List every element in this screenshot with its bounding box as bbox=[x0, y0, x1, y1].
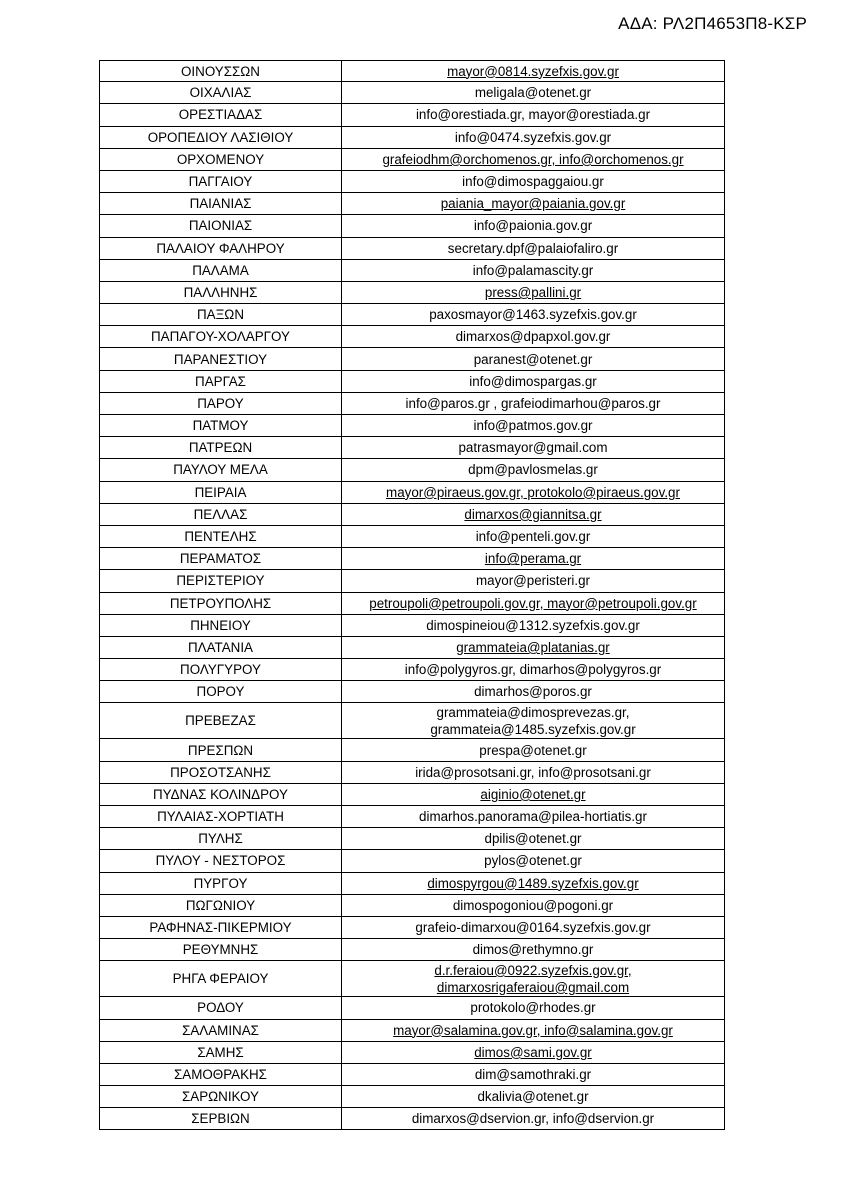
municipality-name: ΟΙΧΑΛΙΑΣ bbox=[99, 82, 342, 104]
email-cell bbox=[342, 127, 725, 149]
email-address: info@penteli.gov.gr bbox=[475, 529, 591, 545]
municipality-name: ΠΑΛΑΜΑ bbox=[99, 260, 342, 282]
email-cell bbox=[342, 917, 725, 939]
email-address: grafeio-dimarxou@0164.syzefxis.gov.gr bbox=[415, 920, 651, 936]
table-row bbox=[99, 997, 725, 1019]
email-address: paxosmayor@1463.syzefxis.gov.gr bbox=[429, 307, 637, 323]
email-cell bbox=[342, 482, 725, 504]
municipality-name: ΟΡΟΠΕΔΙΟΥ ΛΑΣΙΘΙΟΥ bbox=[99, 127, 342, 149]
table-row bbox=[99, 127, 725, 149]
email-cell bbox=[342, 703, 725, 739]
municipality-name: ΠΑΙΟΝΙΑΣ bbox=[99, 215, 342, 237]
email-cell bbox=[342, 961, 725, 997]
email-address[interactable]: info@perama.gr bbox=[484, 551, 582, 567]
email-address: info@orestiada.gr, mayor@orestiada.gr bbox=[415, 107, 651, 123]
email-cell bbox=[342, 304, 725, 326]
table-row bbox=[99, 895, 725, 917]
email-cell bbox=[342, 82, 725, 104]
municipality-name: ΠΗΝΕΙΟΥ bbox=[99, 615, 342, 637]
municipality-name: ΟΡΧΟΜΕΝΟΥ bbox=[99, 149, 342, 171]
email-address: info@dimospargas.gr bbox=[469, 373, 597, 389]
table-row bbox=[99, 304, 725, 326]
email-address: info@paros.gr , grafeiodimarhou@paros.gr bbox=[405, 395, 661, 411]
table-row bbox=[99, 762, 725, 784]
email-address[interactable]: grammateia@platanias.gr bbox=[456, 639, 610, 655]
email-cell bbox=[342, 1064, 725, 1086]
table-row bbox=[99, 193, 725, 215]
table-row bbox=[99, 171, 725, 193]
municipality-name: ΠΑΡΑΝΕΣΤΙΟΥ bbox=[99, 348, 342, 370]
municipality-name: ΠΡΟΣΟΤΣΑΝΗΣ bbox=[99, 762, 342, 784]
email-address: dpm@pavlosmelas.gr bbox=[468, 462, 598, 478]
email-cell bbox=[342, 526, 725, 548]
table-row bbox=[99, 238, 725, 260]
table-row bbox=[99, 60, 725, 82]
table-row bbox=[99, 570, 725, 592]
municipality-name: ΠΕΛΛΑΣ bbox=[99, 504, 342, 526]
municipality-name: ΠΑΥΛΟΥ ΜΕΛΑ bbox=[99, 459, 342, 481]
email-address[interactable]: press@pallini.gr bbox=[484, 284, 582, 300]
municipality-name: ΠΑΤΜΟΥ bbox=[99, 415, 342, 437]
email-cell bbox=[342, 104, 725, 126]
email-cell bbox=[342, 548, 725, 570]
municipality-name: ΟΡΕΣΤΙΑΔΑΣ bbox=[99, 104, 342, 126]
municipality-name: ΠΑΡΓΑΣ bbox=[99, 371, 342, 393]
email-cell bbox=[342, 437, 725, 459]
table-row bbox=[99, 850, 725, 872]
email-address: dpilis@otenet.gr bbox=[484, 831, 582, 847]
municipality-name: ΠΑΛΛΗΝΗΣ bbox=[99, 282, 342, 304]
email-cell bbox=[342, 215, 725, 237]
email-cell bbox=[342, 504, 725, 526]
email-address: dimospineiou@1312.syzefxis.gov.gr bbox=[426, 617, 640, 633]
email-cell bbox=[342, 939, 725, 961]
email-cell bbox=[342, 149, 725, 171]
email-address: info@polygyros.gr, dimarhos@polygyros.gr bbox=[404, 662, 662, 678]
table-row bbox=[99, 415, 725, 437]
email-address: prespa@otenet.gr bbox=[479, 742, 587, 758]
email-address: dkalivia@otenet.gr bbox=[477, 1089, 589, 1105]
municipality-name: ΠΟΛΥΓΥΡΟΥ bbox=[99, 659, 342, 681]
municipality-name: ΠΕΙΡΑΙΑ bbox=[99, 482, 342, 504]
municipality-name: ΠΥΡΓΟΥ bbox=[99, 873, 342, 895]
municipality-name: ΣΑΡΩΝΙΚΟΥ bbox=[99, 1086, 342, 1108]
email-address[interactable]: dimarxos@giannitsa.gr bbox=[464, 506, 602, 522]
table-row bbox=[99, 482, 725, 504]
municipality-name: ΠΥΔΝΑΣ ΚΟΛΙΝΔΡΟΥ bbox=[99, 784, 342, 806]
email-cell bbox=[342, 1086, 725, 1108]
municipality-name: ΣΑΜΟΘΡΑΚΗΣ bbox=[99, 1064, 342, 1086]
email-address: info@palamascity.gr bbox=[472, 262, 594, 278]
municipality-name: ΠΕΡΑΜΑΤΟΣ bbox=[99, 548, 342, 570]
email-address: patrasmayor@gmail.com bbox=[458, 440, 608, 456]
municipality-name: ΠΑΠΑΓΟΥ-ΧΟΛΑΡΓΟΥ bbox=[99, 326, 342, 348]
table-row bbox=[99, 348, 725, 370]
email-address[interactable]: paiania_mayor@paiania.gov.gr bbox=[440, 196, 626, 212]
municipality-name: ΠΑΛΑΙΟΥ ΦΑΛΗΡΟΥ bbox=[99, 238, 342, 260]
email-address: info@0474.syzefxis.gov.gr bbox=[454, 129, 612, 145]
email-cell bbox=[342, 739, 725, 761]
table-row bbox=[99, 82, 725, 104]
table-row bbox=[99, 615, 725, 637]
email-address[interactable]: petroupoli@petroupoli.gov.gr, mayor@petroupoli.gov.gr bbox=[369, 595, 697, 611]
table-row bbox=[99, 548, 725, 570]
municipality-name: ΠΕΡΙΣΤΕΡΙΟΥ bbox=[99, 570, 342, 592]
email-address[interactable]: mayor@0814.syzefxis.gov.gr bbox=[447, 63, 619, 79]
table-row bbox=[99, 873, 725, 895]
email-cell bbox=[342, 615, 725, 637]
email-address[interactable]: dimospyrgou@1489.syzefxis.gov.gr bbox=[427, 875, 639, 891]
email-cell bbox=[342, 260, 725, 282]
email-cell bbox=[342, 1042, 725, 1064]
email-address: dim@samothraki.gr bbox=[474, 1066, 592, 1082]
email-address[interactable]: mayor@piraeus.gov.gr, protokolo@piraeus.gov.gr bbox=[386, 484, 680, 500]
table-row bbox=[99, 1064, 725, 1086]
email-cell bbox=[342, 1020, 725, 1042]
table-row bbox=[99, 828, 725, 850]
email-address: info@dimospaggaiou.gr bbox=[462, 174, 604, 190]
table-row bbox=[99, 215, 725, 237]
table-row bbox=[99, 393, 725, 415]
table-row bbox=[99, 437, 725, 459]
municipality-name: ΠΩΓΩΝΙΟΥ bbox=[99, 895, 342, 917]
municipality-name: ΣΕΡΒΙΩΝ bbox=[99, 1108, 342, 1130]
municipality-name: ΠΕΤΡΟΥΠΟΛΗΣ bbox=[99, 593, 342, 615]
email-address: dimarxos@dpapxol.gov.gr bbox=[455, 329, 611, 345]
email-cell bbox=[342, 371, 725, 393]
email-cell bbox=[342, 459, 725, 481]
table-row bbox=[99, 784, 725, 806]
table-row bbox=[99, 1020, 725, 1042]
email-address: paranest@otenet.gr bbox=[473, 351, 593, 367]
table-row bbox=[99, 739, 725, 761]
email-cell bbox=[342, 570, 725, 592]
email-cell bbox=[342, 193, 725, 215]
email-address: dimos@rethymno.gr bbox=[472, 942, 594, 958]
email-address: dimarxos@dservion.gr, info@dservion.gr bbox=[411, 1111, 655, 1127]
email-address: meligala@otenet.gr bbox=[474, 85, 592, 101]
table-row bbox=[99, 593, 725, 615]
ada-code: ΑΔΑ: ΡΛ2Π4653Π8-ΚΣΡ bbox=[618, 14, 807, 33]
municipality-name: ΡΟΔΟΥ bbox=[99, 997, 342, 1019]
municipality-name: ΠΥΛΗΣ bbox=[99, 828, 342, 850]
municipality-name: ΣΑΜΗΣ bbox=[99, 1042, 342, 1064]
email-cell bbox=[342, 850, 725, 872]
email-cell bbox=[342, 171, 725, 193]
table-row bbox=[99, 681, 725, 703]
email-cell bbox=[342, 326, 725, 348]
table-row bbox=[99, 917, 725, 939]
email-address: pylos@otenet.gr bbox=[484, 853, 582, 869]
municipality-name: ΠΕΝΤΕΛΗΣ bbox=[99, 526, 342, 548]
table-row bbox=[99, 504, 725, 526]
table-row bbox=[99, 806, 725, 828]
email-cell bbox=[342, 637, 725, 659]
email-address[interactable]: mayor@salamina.gov.gr, info@salamina.gov.gr bbox=[393, 1022, 673, 1038]
email-cell bbox=[342, 681, 725, 703]
email-cell bbox=[342, 828, 725, 850]
email-cell bbox=[342, 393, 725, 415]
municipality-name: ΠΡΕΣΠΩΝ bbox=[99, 739, 342, 761]
email-address: info@paionia.gov.gr bbox=[473, 218, 593, 234]
municipality-name: ΠΑΡΟΥ bbox=[99, 393, 342, 415]
email-address[interactable]: grafeiodhm@orchomenos.gr, info@orchomenos.gr bbox=[382, 151, 684, 167]
municipality-name: ΡΗΓΑ ΦΕΡΑΙΟΥ bbox=[99, 961, 342, 997]
municipality-name: ΠΥΛΟΥ - ΝΕΣΤΟΡΟΣ bbox=[99, 850, 342, 872]
email-cell bbox=[342, 415, 725, 437]
municipality-name: ΡΕΘΥΜΝΗΣ bbox=[99, 939, 342, 961]
table-row bbox=[99, 1108, 725, 1130]
municipality-name: ΠΑΞΩΝ bbox=[99, 304, 342, 326]
email-address: mayor@peristeri.gr bbox=[475, 573, 591, 589]
email-cell bbox=[342, 895, 725, 917]
municipality-name: ΠΑΤΡΕΩΝ bbox=[99, 437, 342, 459]
municipality-name: ΠΑΓΓΑΙΟΥ bbox=[99, 171, 342, 193]
email-cell bbox=[342, 659, 725, 681]
email-cell bbox=[342, 784, 725, 806]
municipality-name: ΠΟΡΟΥ bbox=[99, 681, 342, 703]
table-row bbox=[99, 526, 725, 548]
email-address: dimarhos.panorama@pilea-hortiatis.gr bbox=[419, 809, 647, 825]
table-row bbox=[99, 149, 725, 171]
table-row bbox=[99, 703, 725, 739]
email-address[interactable]: aiginio@otenet.gr bbox=[480, 786, 586, 802]
email-address: secretary.dpf@palaiofaliro.gr bbox=[447, 240, 619, 256]
email-address: dimarhos@poros.gr bbox=[474, 684, 592, 700]
table-row bbox=[99, 371, 725, 393]
table-row bbox=[99, 104, 725, 126]
email-address: protokolo@rhodes.gr bbox=[470, 1000, 596, 1016]
municipality-name: ΟΙΝΟΥΣΣΩΝ bbox=[99, 60, 342, 82]
municipality-name: ΣΑΛΑΜΙΝΑΣ bbox=[99, 1020, 342, 1042]
email-cell bbox=[342, 282, 725, 304]
table-row bbox=[99, 1086, 725, 1108]
email-address: info@patmos.gov.gr bbox=[473, 418, 593, 434]
email-address[interactable]: d.r.feraiou@0922.syzefxis.gov.gr, dimarxosrigaferaiou@gmail.com bbox=[434, 962, 632, 995]
email-address: grammateia@dimosprevezas.gr, grammateia@1485.syzefxis.gov.gr bbox=[430, 704, 636, 737]
municipality-email-table bbox=[99, 60, 725, 1130]
email-cell bbox=[342, 348, 725, 370]
email-cell bbox=[342, 1108, 725, 1130]
email-cell bbox=[342, 238, 725, 260]
email-cell bbox=[342, 762, 725, 784]
email-address[interactable]: dimos@sami.gov.gr bbox=[474, 1044, 592, 1060]
table-row bbox=[99, 326, 725, 348]
table-row bbox=[99, 282, 725, 304]
email-address: irida@prosotsani.gr, info@prosotsani.gr bbox=[415, 764, 651, 780]
email-cell bbox=[342, 60, 725, 82]
email-cell bbox=[342, 593, 725, 615]
table-row bbox=[99, 260, 725, 282]
municipality-name: ΠΡΕΒΕΖΑΣ bbox=[99, 703, 342, 739]
table-row bbox=[99, 1042, 725, 1064]
table-row bbox=[99, 659, 725, 681]
table-row bbox=[99, 637, 725, 659]
email-cell bbox=[342, 997, 725, 1019]
municipality-name: ΡΑΦΗΝΑΣ-ΠΙΚΕΡΜΙΟΥ bbox=[99, 917, 342, 939]
email-address: dimospogoniou@pogoni.gr bbox=[452, 897, 614, 913]
municipality-name: ΠΑΙΑΝΙΑΣ bbox=[99, 193, 342, 215]
table-row bbox=[99, 961, 725, 997]
email-cell bbox=[342, 806, 725, 828]
municipality-name: ΠΛΑΤΑΝΙΑ bbox=[99, 637, 342, 659]
table-row bbox=[99, 939, 725, 961]
municipality-name: ΠΥΛΑΙΑΣ-ΧΟΡΤΙΑΤΗ bbox=[99, 806, 342, 828]
email-cell bbox=[342, 873, 725, 895]
table-row bbox=[99, 459, 725, 481]
